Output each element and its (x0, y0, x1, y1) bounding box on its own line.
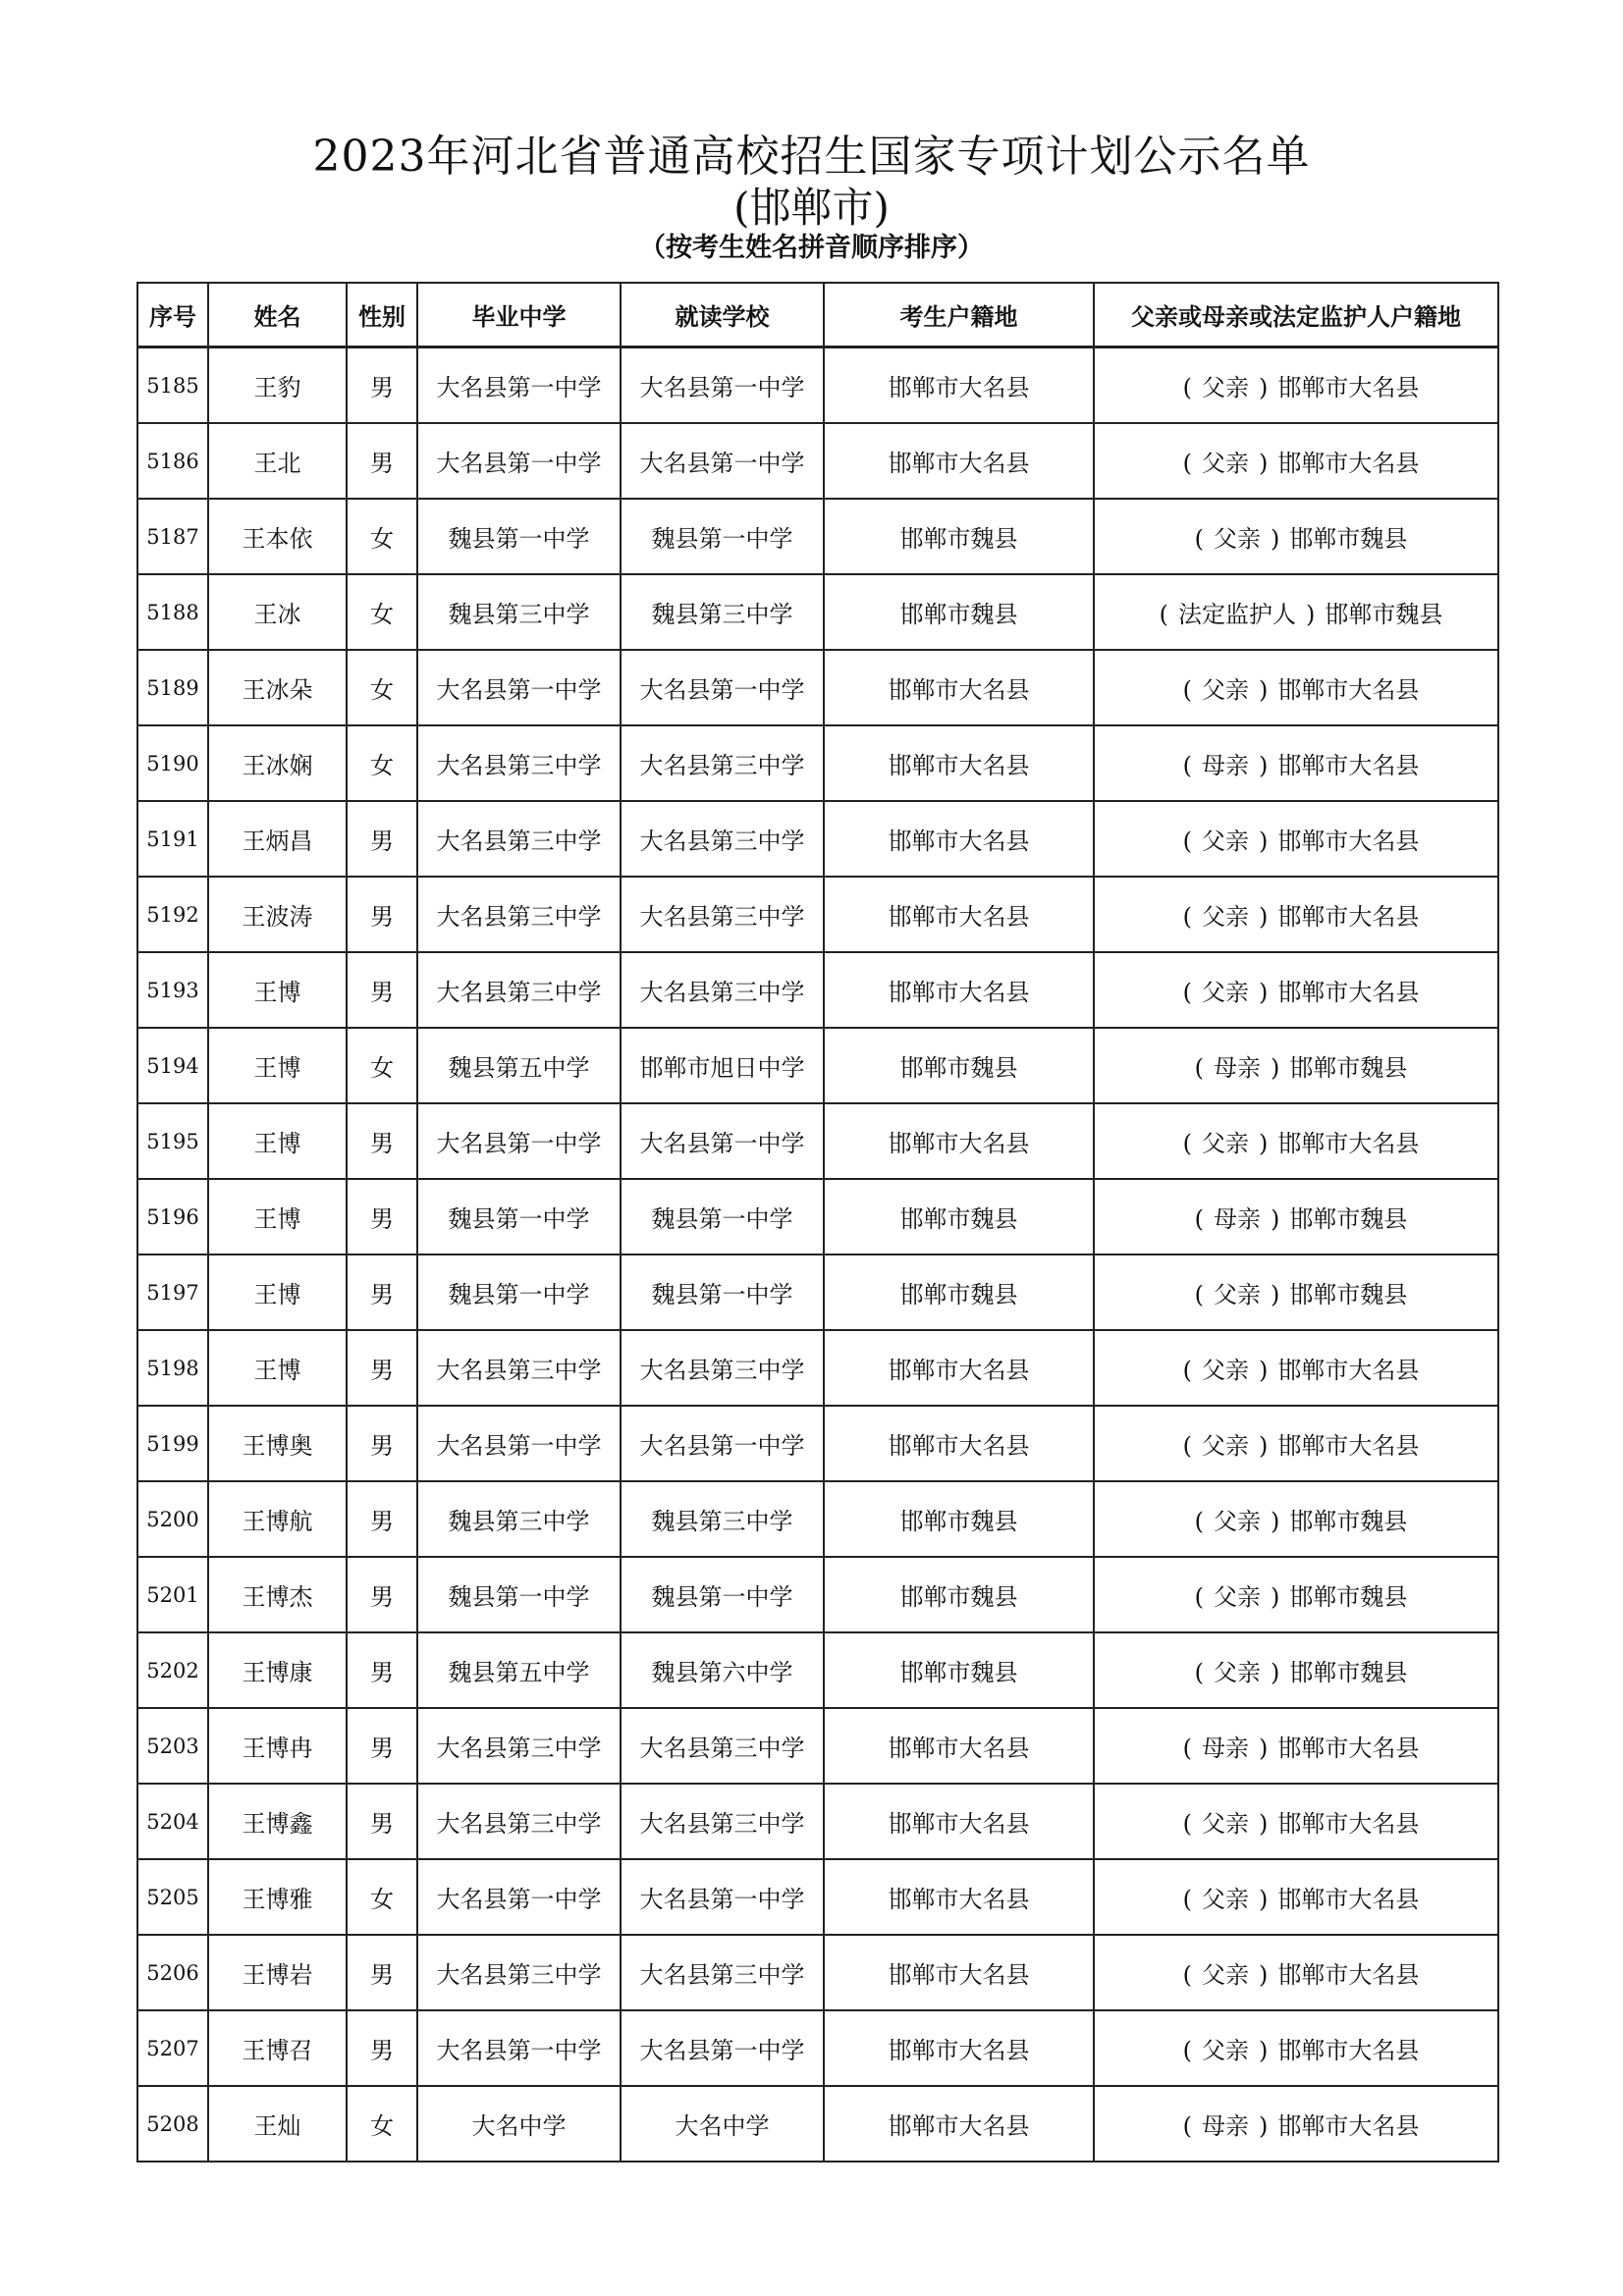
guardian-relation: 父亲 (1202, 2037, 1249, 2064)
cell-hukou: 邯郸市魏县 (824, 1179, 1094, 1255)
cell-name: 王波涛 (208, 877, 347, 952)
cell-name: 王豹 (208, 347, 347, 424)
cell-guardian: ( 父亲 ) 邯郸市大名县 (1094, 1406, 1498, 1481)
cell-guardian: ( 父亲 ) 邯郸市大名县 (1094, 2010, 1498, 2086)
cell-seq: 5193 (137, 952, 208, 1028)
cell-guardian: ( 法定监护人 ) 邯郸市魏县 (1094, 574, 1498, 650)
cell-hukou: 邯郸市大名县 (824, 877, 1094, 952)
cell-guardian: ( 父亲 ) 邯郸市魏县 (1094, 499, 1498, 574)
guardian-relation: 父亲 (1202, 828, 1249, 855)
guardian-place: 邯郸市大名县 (1277, 1810, 1420, 1838)
cell-hukou: 邯郸市大名县 (824, 1708, 1094, 1784)
cell-guardian: ( 父亲 ) 邯郸市魏县 (1094, 1481, 1498, 1557)
table-row (137, 1179, 1498, 1255)
cell-hukou: 邯郸市大名县 (824, 423, 1094, 499)
cell-name: 王灿 (208, 2086, 347, 2162)
cell-hukou: 邯郸市魏县 (824, 1632, 1094, 1708)
roster-table (136, 282, 1499, 2163)
cell-seq: 5200 (137, 1481, 208, 1557)
cell-current-school: 大名县第一中学 (621, 1103, 824, 1179)
table-row (137, 1632, 1498, 1708)
table-row (137, 650, 1498, 725)
cell-current-school: 魏县第三中学 (621, 1481, 824, 1557)
cell-gender: 男 (347, 1330, 417, 1406)
cell-seq: 5202 (137, 1632, 208, 1708)
table-row (137, 1330, 1498, 1406)
guardian-relation: 父亲 (1214, 1508, 1261, 1535)
cell-grad-school: 大名县第一中学 (417, 2010, 621, 2086)
guardian-place: 邯郸市魏县 (1289, 1583, 1408, 1611)
cell-gender: 男 (347, 2010, 417, 2086)
cell-grad-school: 魏县第一中学 (417, 1557, 621, 1632)
cell-name: 王博 (208, 1179, 347, 1255)
guardian-relation: 父亲 (1202, 374, 1249, 401)
table-row (137, 423, 1498, 499)
cell-grad-school: 大名县第三中学 (417, 725, 621, 801)
cell-hukou: 邯郸市大名县 (824, 1784, 1094, 1859)
guardian-place: 邯郸市魏县 (1289, 1281, 1408, 1308)
cell-hukou: 邯郸市大名县 (824, 1406, 1094, 1481)
guardian-place: 邯郸市大名县 (1277, 828, 1420, 855)
cell-hukou: 邯郸市大名县 (824, 1103, 1094, 1179)
guardian-relation: 父亲 (1202, 903, 1249, 931)
cell-gender: 女 (347, 650, 417, 725)
cell-gender: 男 (347, 1708, 417, 1784)
cell-hukou: 邯郸市大名县 (824, 347, 1094, 424)
cell-guardian: ( 父亲 ) 邯郸市大名县 (1094, 1103, 1498, 1179)
cell-guardian: ( 母亲 ) 邯郸市魏县 (1094, 1179, 1498, 1255)
cell-current-school: 大名县第一中学 (621, 650, 824, 725)
guardian-place: 邯郸市大名县 (1277, 2112, 1420, 2140)
cell-grad-school: 大名中学 (417, 2086, 621, 2162)
cell-grad-school: 魏县第三中学 (417, 574, 621, 650)
cell-name: 王博航 (208, 1481, 347, 1557)
cell-gender: 男 (347, 1103, 417, 1179)
guardian-place: 邯郸市魏县 (1289, 1508, 1408, 1535)
cell-name: 王博 (208, 1028, 347, 1103)
table-row (137, 574, 1498, 650)
cell-hukou: 邯郸市大名县 (824, 725, 1094, 801)
cell-name: 王博 (208, 952, 347, 1028)
cell-seq: 5207 (137, 2010, 208, 2086)
cell-gender: 女 (347, 1859, 417, 1935)
cell-name: 王博奥 (208, 1406, 347, 1481)
cell-grad-school: 魏县第五中学 (417, 1028, 621, 1103)
cell-seq: 5203 (137, 1708, 208, 1784)
cell-current-school: 大名县第三中学 (621, 1708, 824, 1784)
guardian-place: 邯郸市魏县 (1289, 1205, 1408, 1233)
cell-current-school: 大名县第三中学 (621, 725, 824, 801)
guardian-relation: 父亲 (1202, 1810, 1249, 1838)
cell-hukou: 邯郸市大名县 (824, 650, 1094, 725)
guardian-place: 邯郸市大名县 (1277, 2037, 1420, 2064)
guardian-place: 邯郸市大名县 (1277, 1961, 1420, 1989)
cell-seq: 5194 (137, 1028, 208, 1103)
cell-name: 王博岩 (208, 1935, 347, 2010)
table-row (137, 952, 1498, 1028)
table-row (137, 1784, 1498, 1859)
cell-grad-school: 大名县第三中学 (417, 952, 621, 1028)
guardian-place: 邯郸市大名县 (1277, 1886, 1420, 1913)
table-row (137, 499, 1498, 574)
table-row (137, 2086, 1498, 2162)
cell-name: 王博 (208, 1255, 347, 1330)
guardian-place: 邯郸市大名县 (1277, 450, 1420, 477)
cell-seq: 5205 (137, 1859, 208, 1935)
cell-grad-school: 魏县第五中学 (417, 1632, 621, 1708)
cell-seq: 5189 (137, 650, 208, 725)
cell-seq: 5191 (137, 801, 208, 877)
cell-current-school: 魏县第一中学 (621, 1179, 824, 1255)
cell-guardian: ( 父亲 ) 邯郸市大名县 (1094, 801, 1498, 877)
cell-gender: 男 (347, 1557, 417, 1632)
cell-current-school: 魏县第一中学 (621, 499, 824, 574)
cell-name: 王博雅 (208, 1859, 347, 1935)
cell-current-school: 魏县第一中学 (621, 1255, 824, 1330)
col-header-current-school: 就读学校 (621, 283, 824, 347)
cell-seq: 5188 (137, 574, 208, 650)
table-row (137, 1859, 1498, 1935)
cell-guardian: ( 母亲 ) 邯郸市大名县 (1094, 2086, 1498, 2162)
cell-current-school: 大名县第一中学 (621, 1859, 824, 1935)
cell-hukou: 邯郸市魏县 (824, 1557, 1094, 1632)
cell-gender: 女 (347, 574, 417, 650)
cell-grad-school: 大名县第一中学 (417, 650, 621, 725)
guardian-place: 邯郸市大名县 (1277, 752, 1420, 779)
cell-current-school: 大名县第一中学 (621, 423, 824, 499)
table-row (137, 2010, 1498, 2086)
guardian-place: 邯郸市大名县 (1277, 1357, 1420, 1384)
cell-hukou: 邯郸市魏县 (824, 1255, 1094, 1330)
table-row (137, 1406, 1498, 1481)
cell-gender: 男 (347, 952, 417, 1028)
cell-grad-school: 大名县第三中学 (417, 1330, 621, 1406)
table-row (137, 1481, 1498, 1557)
table-row (137, 1557, 1498, 1632)
cell-guardian: ( 父亲 ) 邯郸市魏县 (1094, 1557, 1498, 1632)
sort-note: （按考生姓名拼音顺序排序） (639, 233, 984, 263)
col-header-gender: 性别 (347, 283, 417, 347)
cell-grad-school: 大名县第三中学 (417, 1935, 621, 2010)
guardian-relation: 母亲 (1202, 752, 1249, 779)
table-row (137, 1255, 1498, 1330)
cell-guardian: ( 父亲 ) 邯郸市魏县 (1094, 1632, 1498, 1708)
col-header-hukou: 考生户籍地 (824, 283, 1094, 347)
guardian-relation: 父亲 (1202, 1432, 1249, 1460)
cell-gender: 女 (347, 725, 417, 801)
cell-name: 王博召 (208, 2010, 347, 2086)
guardian-place: 邯郸市大名县 (1277, 676, 1420, 704)
cell-name: 王博 (208, 1330, 347, 1406)
cell-gender: 男 (347, 1784, 417, 1859)
cell-seq: 5199 (137, 1406, 208, 1481)
guardian-place: 邯郸市大名县 (1277, 1130, 1420, 1157)
cell-gender: 男 (347, 1481, 417, 1557)
cell-current-school: 大名县第一中学 (621, 1406, 824, 1481)
cell-name: 王博康 (208, 1632, 347, 1708)
cell-current-school: 魏县第三中学 (621, 574, 824, 650)
cell-current-school: 大名县第三中学 (621, 801, 824, 877)
cell-hukou: 邯郸市魏县 (824, 574, 1094, 650)
cell-hukou: 邯郸市魏县 (824, 499, 1094, 574)
cell-guardian: ( 父亲 ) 邯郸市大名县 (1094, 877, 1498, 952)
guardian-relation: 父亲 (1202, 450, 1249, 477)
cell-gender: 女 (347, 2086, 417, 2162)
cell-name: 王博杰 (208, 1557, 347, 1632)
cell-grad-school: 魏县第一中学 (417, 1179, 621, 1255)
guardian-place: 邯郸市魏县 (1289, 1659, 1408, 1686)
cell-hukou: 邯郸市大名县 (824, 2010, 1094, 2086)
cell-current-school: 魏县第六中学 (621, 1632, 824, 1708)
cell-grad-school: 大名县第三中学 (417, 801, 621, 877)
cell-guardian: ( 父亲 ) 邯郸市大名县 (1094, 1859, 1498, 1935)
cell-guardian: ( 父亲 ) 邯郸市大名县 (1094, 347, 1498, 424)
cell-grad-school: 大名县第一中学 (417, 423, 621, 499)
guardian-relation: 父亲 (1214, 1659, 1261, 1686)
cell-guardian: ( 父亲 ) 邯郸市魏县 (1094, 1255, 1498, 1330)
cell-seq: 5201 (137, 1557, 208, 1632)
cell-grad-school: 大名县第一中学 (417, 347, 621, 424)
guardian-place: 邯郸市大名县 (1277, 374, 1420, 401)
guardian-relation: 母亲 (1202, 1735, 1249, 1762)
cell-grad-school: 魏县第一中学 (417, 1255, 621, 1330)
cell-guardian: ( 父亲 ) 邯郸市大名县 (1094, 423, 1498, 499)
guardian-place: 邯郸市魏县 (1289, 1054, 1408, 1082)
cell-name: 王博 (208, 1103, 347, 1179)
table-row (137, 877, 1498, 952)
cell-grad-school: 大名县第一中学 (417, 1859, 621, 1935)
cell-hukou: 邯郸市魏县 (824, 1481, 1094, 1557)
cell-gender: 女 (347, 1028, 417, 1103)
cell-current-school: 大名县第三中学 (621, 952, 824, 1028)
cell-hukou: 邯郸市大名县 (824, 952, 1094, 1028)
cell-current-school: 大名中学 (621, 2086, 824, 2162)
cell-guardian: ( 父亲 ) 邯郸市大名县 (1094, 650, 1498, 725)
guardian-relation: 法定监护人 (1178, 601, 1296, 628)
cell-hukou: 邯郸市大名县 (824, 1859, 1094, 1935)
guardian-relation: 父亲 (1202, 1357, 1249, 1384)
table-row (137, 1935, 1498, 2010)
cell-grad-school: 魏县第三中学 (417, 1481, 621, 1557)
cell-current-school: 大名县第三中学 (621, 1330, 824, 1406)
cell-current-school: 大名县第一中学 (621, 2010, 824, 2086)
guardian-relation: 母亲 (1214, 1054, 1261, 1082)
cell-hukou: 邯郸市大名县 (824, 801, 1094, 877)
cell-gender: 男 (347, 1179, 417, 1255)
cell-seq: 5192 (137, 877, 208, 952)
cell-grad-school: 大名县第一中学 (417, 1103, 621, 1179)
guardian-relation: 父亲 (1202, 1961, 1249, 1989)
cell-gender: 男 (347, 347, 417, 424)
cell-gender: 男 (347, 877, 417, 952)
cell-grad-school: 大名县第三中学 (417, 1784, 621, 1859)
col-header-name: 姓名 (208, 283, 347, 347)
guardian-relation: 父亲 (1214, 525, 1261, 553)
cell-name: 王冰娴 (208, 725, 347, 801)
col-header-grad-school: 毕业中学 (417, 283, 621, 347)
cell-seq: 5206 (137, 1935, 208, 2010)
cell-seq: 5187 (137, 499, 208, 574)
table-row (137, 1103, 1498, 1179)
cell-gender: 男 (347, 1632, 417, 1708)
table-row (137, 801, 1498, 877)
cell-name: 王冰朵 (208, 650, 347, 725)
guardian-place: 邯郸市大名县 (1277, 1432, 1420, 1460)
cell-name: 王炳昌 (208, 801, 347, 877)
cell-hukou: 邯郸市大名县 (824, 1935, 1094, 2010)
cell-grad-school: 大名县第一中学 (417, 1406, 621, 1481)
guardian-relation: 母亲 (1202, 2112, 1249, 2140)
cell-name: 王博鑫 (208, 1784, 347, 1859)
page-subtitle: (邯郸市) (733, 184, 890, 232)
guardian-relation: 父亲 (1202, 979, 1249, 1006)
cell-seq: 5186 (137, 423, 208, 499)
table-header-row (137, 283, 1498, 347)
cell-gender: 男 (347, 1935, 417, 2010)
cell-hukou: 邯郸市大名县 (824, 1330, 1094, 1406)
cell-seq: 5197 (137, 1255, 208, 1330)
guardian-place: 邯郸市大名县 (1277, 979, 1420, 1006)
cell-guardian: ( 父亲 ) 邯郸市大名县 (1094, 952, 1498, 1028)
cell-current-school: 邯郸市旭日中学 (621, 1028, 824, 1103)
cell-gender: 男 (347, 1255, 417, 1330)
guardian-relation: 父亲 (1214, 1583, 1261, 1611)
cell-current-school: 大名县第一中学 (621, 347, 824, 424)
cell-grad-school: 魏县第一中学 (417, 499, 621, 574)
cell-name: 王本依 (208, 499, 347, 574)
table-body (137, 347, 1498, 2163)
guardian-place: 邯郸市大名县 (1277, 1735, 1420, 1762)
cell-seq: 5195 (137, 1103, 208, 1179)
cell-seq: 5204 (137, 1784, 208, 1859)
cell-seq: 5208 (137, 2086, 208, 2162)
col-header-seq: 序号 (137, 283, 208, 347)
cell-gender: 男 (347, 1406, 417, 1481)
guardian-place: 邯郸市魏县 (1289, 525, 1408, 553)
cell-hukou: 邯郸市大名县 (824, 2086, 1094, 2162)
cell-grad-school: 大名县第三中学 (417, 1708, 621, 1784)
guardian-relation: 母亲 (1214, 1205, 1261, 1233)
cell-gender: 男 (347, 423, 417, 499)
cell-current-school: 魏县第一中学 (621, 1557, 824, 1632)
cell-guardian: ( 父亲 ) 邯郸市大名县 (1094, 1935, 1498, 2010)
table-row (137, 1028, 1498, 1103)
cell-current-school: 大名县第三中学 (621, 1935, 824, 2010)
cell-name: 王冰 (208, 574, 347, 650)
page-title: 2023年河北省普通高校招生国家专项计划公示名单 (312, 132, 1311, 182)
table-row (137, 347, 1498, 424)
cell-name: 王北 (208, 423, 347, 499)
table-row (137, 725, 1498, 801)
table-row (137, 1708, 1498, 1784)
cell-hukou: 邯郸市魏县 (824, 1028, 1094, 1103)
cell-guardian: ( 父亲 ) 邯郸市大名县 (1094, 1330, 1498, 1406)
guardian-place: 邯郸市大名县 (1277, 903, 1420, 931)
guardian-place: 邯郸市魏县 (1325, 601, 1443, 628)
cell-seq: 5198 (137, 1330, 208, 1406)
guardian-relation: 父亲 (1202, 676, 1249, 704)
col-header-guardian-place: 父亲或母亲或法定监护人户籍地 (1094, 283, 1498, 347)
cell-name: 王博冉 (208, 1708, 347, 1784)
guardian-relation: 父亲 (1202, 1130, 1249, 1157)
cell-guardian: ( 父亲 ) 邯郸市大名县 (1094, 1784, 1498, 1859)
cell-guardian: ( 母亲 ) 邯郸市魏县 (1094, 1028, 1498, 1103)
cell-current-school: 大名县第三中学 (621, 1784, 824, 1859)
cell-gender: 男 (347, 801, 417, 877)
cell-grad-school: 大名县第三中学 (417, 877, 621, 952)
cell-seq: 5190 (137, 725, 208, 801)
cell-seq: 5185 (137, 347, 208, 424)
guardian-relation: 父亲 (1214, 1281, 1261, 1308)
guardian-relation: 父亲 (1202, 1886, 1249, 1913)
cell-gender: 女 (347, 499, 417, 574)
cell-seq: 5196 (137, 1179, 208, 1255)
cell-current-school: 大名县第三中学 (621, 877, 824, 952)
cell-guardian: ( 母亲 ) 邯郸市大名县 (1094, 1708, 1498, 1784)
cell-guardian: ( 母亲 ) 邯郸市大名县 (1094, 725, 1498, 801)
